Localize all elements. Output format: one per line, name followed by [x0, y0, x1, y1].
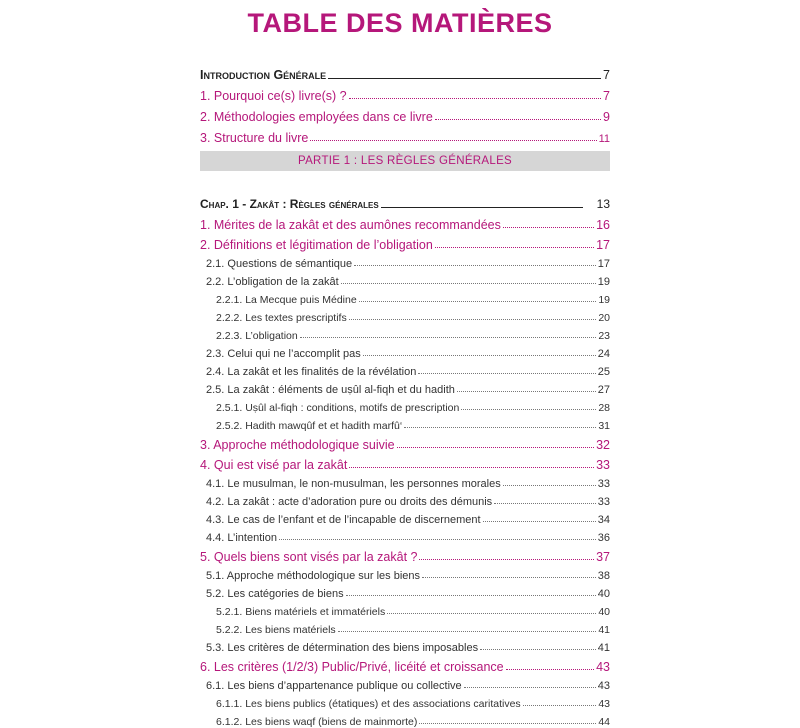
- toc-row[interactable]: [200, 103, 610, 124]
- toc-entries: [200, 212, 610, 728]
- toc-label: Introduction Générale: [200, 68, 327, 82]
- toc-page-number: 43: [597, 680, 610, 692]
- toc-label: 4.1. Le musulman, le non-musulman, les personnes morales: [206, 478, 501, 490]
- toc-page-number: 33: [596, 458, 610, 472]
- leader-dots: [494, 503, 596, 504]
- toc-label: 4. Qui est visé par la zakât: [200, 458, 348, 472]
- toc-label: 2.2.2. Les textes prescriptifs: [216, 312, 347, 324]
- toc-page-number: 38: [597, 570, 610, 582]
- leader-dots: [397, 447, 595, 448]
- leader-line: [381, 207, 583, 208]
- toc-label: 4.4. L’intention: [206, 532, 277, 544]
- toc-label: 1. Mérites de la zakât et des aumônes recommandées: [200, 218, 501, 232]
- leader-dots: [419, 723, 596, 724]
- toc-row[interactable]: [200, 618, 610, 636]
- toc-label: 5.3. Les critères de détermination des biens imposables: [206, 642, 479, 654]
- toc-page-number: 9: [603, 110, 610, 124]
- toc-page-number: 41: [597, 642, 610, 654]
- toc-page-number: 31: [598, 420, 610, 432]
- leader-dots: [506, 669, 594, 670]
- front-matter: [200, 63, 610, 145]
- toc-row[interactable]: [200, 654, 610, 674]
- toc-row[interactable]: [200, 378, 610, 396]
- toc-page-number: 32: [596, 438, 610, 452]
- toc-row[interactable]: [200, 124, 610, 145]
- leader-dots: [349, 467, 594, 468]
- toc-page-number: 34: [597, 514, 610, 526]
- toc-row[interactable]: [200, 490, 610, 508]
- toc-label: 1. Pourquoi ce(s) livre(s) ?: [200, 89, 347, 103]
- toc-label: 2.5.2. Hadith mawqûf et et hadith marfû‘: [216, 420, 403, 432]
- leader-dots: [300, 337, 597, 338]
- leader-dots: [359, 301, 597, 302]
- leader-dots: [435, 247, 594, 248]
- toc-label: 5.2. Les catégories de biens: [206, 588, 344, 600]
- toc-page-number: 43: [598, 698, 610, 710]
- toc-row[interactable]: [200, 212, 610, 232]
- leader-dots: [387, 613, 596, 614]
- chapter-page-number: 13: [596, 197, 610, 211]
- toc-label: 2.3. Celui qui ne l’accomplit pas: [206, 348, 361, 360]
- leader-dots: [404, 427, 596, 428]
- toc-page-number: 25: [597, 366, 610, 378]
- leader-dots: [341, 283, 596, 284]
- leader-dots: [480, 649, 596, 650]
- toc-row[interactable]: [200, 692, 610, 710]
- toc-label: 2.2.1. La Mecque puis Médine: [216, 294, 357, 306]
- toc-page-number: 7: [603, 68, 610, 82]
- toc-page-number: 24: [597, 348, 610, 360]
- toc-page-number: 40: [597, 588, 610, 600]
- toc-row[interactable]: [200, 193, 610, 211]
- toc-label: 2. Définitions et légitimation de l’obligation: [200, 238, 433, 252]
- toc-row[interactable]: [200, 526, 610, 544]
- leader-dots: [349, 319, 597, 320]
- toc-row[interactable]: [200, 306, 610, 324]
- toc-label: 4.3. Le cas de l’enfant et de l’incapable de discernement: [206, 514, 481, 526]
- toc-page-number: 17: [596, 238, 610, 252]
- toc-label: 2.2.3. L’obligation: [216, 330, 298, 342]
- toc-page-number: 33: [597, 496, 610, 508]
- leader-dots: [349, 98, 601, 99]
- toc-page-number: 19: [597, 276, 610, 288]
- leader-dots: [310, 140, 596, 141]
- toc-row[interactable]: [200, 564, 610, 582]
- toc-label: 5.2.1. Biens matériels et immatériels: [216, 606, 386, 618]
- leader-line: [328, 78, 601, 79]
- leader-dots: [338, 631, 597, 632]
- toc-row[interactable]: [200, 360, 610, 378]
- page-title: TABLE DES MATIÈRES: [247, 8, 553, 38]
- toc-page-number: 19: [598, 294, 610, 306]
- toc-page-number: 36: [597, 532, 610, 544]
- leader-dots: [523, 705, 597, 706]
- leader-dots: [461, 409, 596, 410]
- leader-dots: [279, 539, 596, 540]
- toc-label: 5. Quels biens sont visés par la zakât ?: [200, 550, 418, 564]
- leader-dots: [464, 687, 596, 688]
- toc-label: 3. Structure du livre: [200, 131, 309, 145]
- toc-row[interactable]: [200, 232, 610, 252]
- toc-row[interactable]: [200, 396, 610, 414]
- toc-page-number: 20: [598, 312, 610, 324]
- chapter-heading: [200, 193, 610, 211]
- toc-row[interactable]: [200, 472, 610, 490]
- leader-dots: [346, 595, 596, 596]
- leader-dots: [422, 577, 596, 578]
- toc-label: 3. Approche méthodologique suivie: [200, 438, 395, 452]
- toc-label: 2.5. La zakât : éléments de uṣûl al-fiqh et du hadith: [206, 384, 455, 396]
- leader-dots: [503, 227, 594, 228]
- toc-row[interactable]: [200, 414, 610, 432]
- toc-row[interactable]: [200, 82, 610, 103]
- toc-row[interactable]: [200, 544, 610, 564]
- toc-row[interactable]: [200, 342, 610, 360]
- part-banner: PARTIE 1 : LES RÈGLES GÉNÉRALES: [200, 151, 610, 171]
- toc-row[interactable]: [200, 324, 610, 342]
- toc-label: 5.2.2. Les biens matériels: [216, 624, 336, 636]
- toc-page-number: 27: [597, 384, 610, 396]
- leader-dots: [419, 559, 594, 560]
- toc-label: 2.2. L’obligation de la zakât: [206, 276, 339, 288]
- toc-row[interactable]: [200, 508, 610, 526]
- toc-label: 5.1. Approche méthodologique sur les biens: [206, 570, 421, 582]
- toc-label: 2.4. La zakât et les finalités de la révélation: [206, 366, 417, 378]
- toc-page-number: 17: [597, 258, 610, 270]
- toc-row[interactable]: [200, 600, 610, 618]
- leader-dots: [503, 485, 596, 486]
- toc-page-number: 43: [596, 660, 610, 674]
- leader-dots: [435, 119, 601, 120]
- leader-dots: [483, 521, 596, 522]
- toc-label: 2.1. Questions de sémantique: [206, 258, 353, 270]
- toc-label: 4.2. La zakât : acte d’adoration pure ou droits des démunis: [206, 496, 493, 508]
- toc-label: 2.5.1. Uṣûl al-fiqh : conditions, motifs de prescription: [216, 402, 460, 414]
- toc-row[interactable]: [200, 582, 610, 600]
- toc-row[interactable]: [200, 452, 610, 472]
- toc-row[interactable]: [200, 252, 610, 270]
- leader-dots: [354, 265, 596, 266]
- toc-page-number: 44: [598, 716, 610, 728]
- toc-page-number: 16: [596, 218, 610, 232]
- leader-dots: [457, 391, 596, 392]
- toc-label: 6.1.1. Les biens publics (étatiques) et des associations caritatives: [216, 698, 521, 710]
- toc-row[interactable]: [200, 270, 610, 288]
- toc-page-number: 11: [598, 133, 610, 145]
- toc-row[interactable]: [200, 710, 610, 728]
- toc-page-number: 23: [598, 330, 610, 342]
- chapter-label: Chap. 1 - Zakât : Règles générales: [200, 197, 379, 211]
- toc-page-number: 41: [598, 624, 610, 636]
- leader-dots: [363, 355, 596, 356]
- toc-label: 2. Méthodologies employées dans ce livre: [200, 110, 433, 124]
- leader-dots: [418, 373, 595, 374]
- toc-row[interactable]: [200, 63, 610, 82]
- toc-page-number: 28: [598, 402, 610, 414]
- toc-page-number: 33: [597, 478, 610, 490]
- toc-page-number: 37: [596, 550, 610, 564]
- toc-page-number: 40: [598, 606, 610, 618]
- toc-row[interactable]: [200, 432, 610, 452]
- toc-row[interactable]: [200, 288, 610, 306]
- toc-row[interactable]: [200, 674, 610, 692]
- toc-label: 6.1. Les biens d’appartenance publique ou collective: [206, 680, 462, 692]
- toc-page-number: 7: [603, 89, 610, 103]
- toc-row[interactable]: [200, 636, 610, 654]
- toc-label: 6. Les critères (1/2/3) Public/Privé, licéité et croissance: [200, 660, 504, 674]
- toc-label: 6.1.2. Les biens waqf (biens de mainmorte): [216, 716, 418, 728]
